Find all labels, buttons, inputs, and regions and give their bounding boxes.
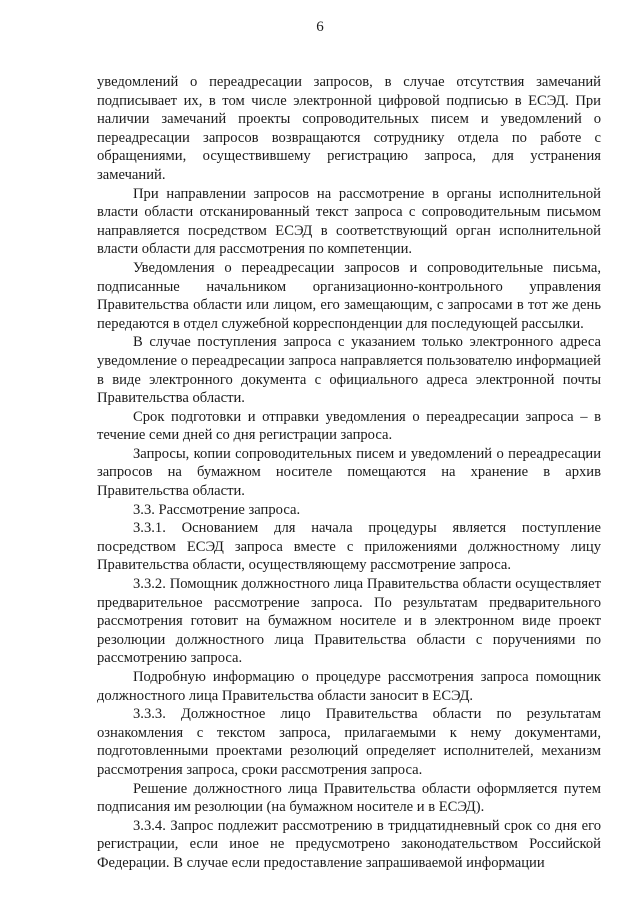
document-body (97, 73, 601, 873)
paragraph: 3.3.2. Помощник должностного лица Правительства области осуществляет предварительное рассмотрение запроса. По результатам предварительного рассмотрения готовит на бумажном носителе и в электронном виде проект резолюции должностного лица Правительства области с поручениями по рассмотрению запроса. (97, 576, 601, 667)
paragraph: В случае поступления запроса с указанием только электронного адреса уведомление о переадресации запроса направляется пользователю информацией в виде электронного документа с официального адреса электронной почты Правительства области. (97, 334, 601, 407)
paragraph: При направлении запросов на рассмотрение в органы исполнительной власти области отсканированный текст запроса с сопроводительным письмом направляется посредством ЕСЭД в соответствующий орган исполнительной власти области для рассмотрения по компетенции. (97, 185, 601, 258)
paragraph: 3.3.1. Основанием для начала процедуры является поступление посредством ЕСЭД запроса вместе с приложениями должностному лицу Правительства области, осуществляющему рассмотрение запроса. (97, 520, 601, 574)
paragraph: Уведомления о переадресации запросов и сопроводительные письма, подписанные начальником организационно-контрольного управления Правительства области или лицом, его замещающим, с запросами в тот же день передаются в отдел служебной корреспонденции для последующей рассылки. (97, 259, 601, 332)
paragraph: Подробную информацию о процедуре рассмотрения запроса помощник должностного лица Правительства области заносит в ЕСЭД. (97, 669, 601, 704)
paragraph: Решение должностного лица Правительства области оформляется путем подписания им резолюции (на бумажном носителе и в ЕСЭД). (97, 780, 601, 816)
section-heading: 3.3. Рассмотрение запроса. (133, 501, 301, 518)
paragraph: Срок подготовки и отправки уведомления о переадресации запроса – в течение семи дней со дня регистрации запроса. (97, 408, 601, 444)
paragraph: уведомлений о переадресации запросов, в случае отсутствия замечаний подписывает их, в том числе электронной цифровой подписью в ЕСЭД. При наличии замечаний проекты сопроводительных писем и уведомлений о переадресации запросов возвращаются сотруднику отдела по работе с обращениями, осуществившему регистрацию запроса, для устранения замечаний. (97, 74, 601, 183)
paragraph: Запросы, копии сопроводительных писем и уведомлений о переадресации запросов на бумажном носителе помещаются на хранение в архив Правительства области. (97, 445, 601, 500)
paragraph: 3.3.3. Должностное лицо Правительства области по результатам ознакомления с текстом запроса, прилагаемыми к нему документами, подготовленными проектами резолюций определяет исполнителей, механизм рассмотрения запроса, сроки рассмотрения запроса. (97, 706, 601, 778)
page-number: 6 (316, 19, 324, 35)
paragraph: 3.3.4. Запрос подлежит рассмотрению в тридцатидневный срок со дня его регистрации, если иное не предусмотрено законодательством Российской Федерации. В случае если предоставление запрашиваемой информации (97, 817, 601, 871)
